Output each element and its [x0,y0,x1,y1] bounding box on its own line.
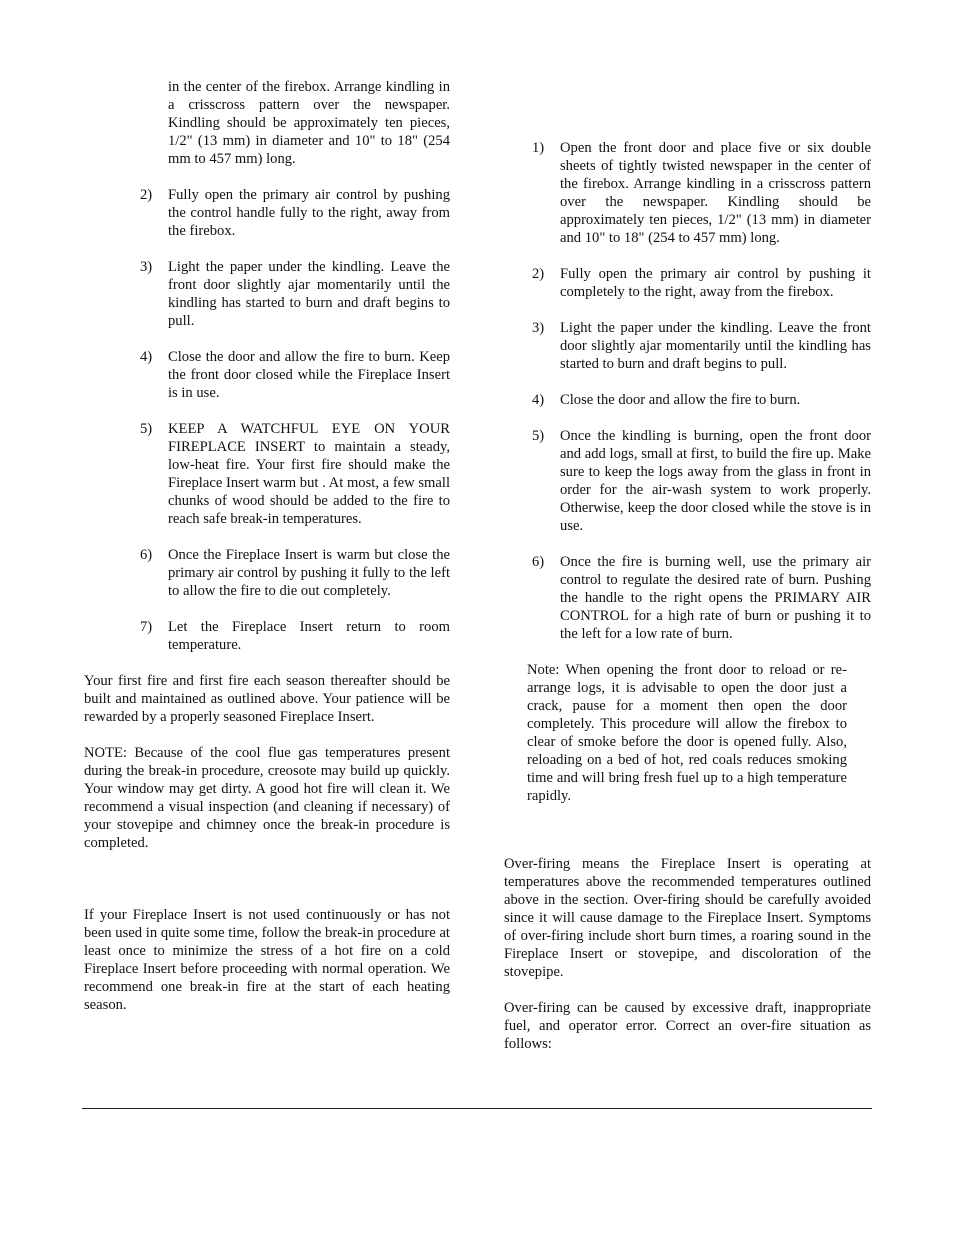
step-number: 5) [140,421,153,437]
step-text: Light the paper under the kindling. Leave the front door slightly ajar momentarily until the kindling has started to burn and draft begins to pull. [168,259,450,329]
over-firing-paragraph: Over-firing means the Fireplace Insert is operating at temperatures above the recommended temperatures outlined above in the section. Over-firing should be carefully avoided since it will cause damage to the Fireplace Insert. Symptoms of over-firing include short burn times, a roaring sound in the Fireplace Insert or stovepipe, and discoloration of the stovepipe. [504,856,871,980]
step-number: 4) [532,392,545,408]
step-text: KEEP A WATCHFUL EYE ON YOUR FIREPLACE INSERT to maintain a steady, low-heat fire. Your first fire should make the Fireplace Insert warm but . At most, a few small chunks of wood should be added to the fire to reach safe break-in temperatures. [168,421,450,527]
step-number: 1) [532,140,545,156]
step-number: 6) [532,554,545,570]
list-item [532,391,871,409]
reload-note: Note: When opening the front door to reload or re-arrange logs, it is advisable to open the door just a crack, pause for a moment then open the door completely. This procedure will allow the firebox to clear of smoke before the door is opened fully. Also, reloading on a bed of hot, red coals reduces smoking time and will bring fresh fuel up to a high temperature rapidly. [527,662,847,804]
normal-operation-steps-list [532,139,871,643]
step-text: Let the Fireplace Insert return to room temperature. [168,619,450,653]
step-text: Close the door and allow the fire to burn. [560,392,801,408]
list-item [532,265,871,301]
list-item [140,618,450,654]
over-firing-causes-paragraph: Over-firing can be caused by excessive draft, inappropriate fuel, and operator error. Correct an over-fire situation as follows: [504,1000,871,1052]
list-item [140,546,450,600]
step-text: Fully open the primary air control by pushing the control handle fully to the right, away from the firebox. [168,187,450,239]
step-number: 2) [140,187,153,203]
list-item [532,319,871,373]
step-number: 3) [532,320,545,336]
step-text: Open the front door and place five or six double sheets of tightly twisted newspaper in the center of the firebox. Arrange kindling in a crisscross pattern over the newspaper. Kindling should be approximately ten pieces, 1/2" (13 mm) in diameter and 10" to 18" (254 to 457 mm) long. [560,140,871,246]
list-item [532,139,871,247]
step-1-continuation: in the center of the firebox. Arrange kindling in a crisscross pattern over the newspaper. Kindling should be approximately ten pieces, 1/2" (13 mm) in diameter and 10" to 18" (254 mm to 457 mm) long. [168,79,450,167]
step-text: Once the Fireplace Insert is warm but close the primary air control by pushing it fully to the left to allow the fire to die out completely. [168,547,450,599]
step-text: Fully open the primary air control by pushing it completely to the right, away from the firebox. [560,266,871,300]
step-text: Light the paper under the kindling. Leave the front door slightly ajar momentarily until the kindling has started to burn and draft begins to pull. [560,320,871,372]
list-item [532,553,871,643]
step-text: Once the fire is burning well, use the primary air control to regulate the desired rate of burn. Pushing the handle to the right opens the PRIMARY AIR CONTROL for a high rate of burn or pushing it to the left for a low rate of burn. [560,554,871,642]
not-used-paragraph: If your Fireplace Insert is not used continuously or has not been used in quite some time, follow the break-in procedure at least once to minimize the stress of a hot fire on a cold Fireplace Insert before proceeding with normal operation. We recommend one break-in fire at the start of each heating season. [84,907,450,1013]
list-item [140,186,450,240]
step-number: 3) [140,259,153,275]
right-column [504,139,871,1071]
break-in-steps-list [140,186,450,654]
step-number: 2) [532,266,545,282]
step-number: 5) [532,428,545,444]
step-text: Once the kindling is burning, open the front door and add logs, small at first, to build the fire up. Make sure to keep the logs away from the glass in front in order for the air-wash system to work properly. Otherwise, keep the door closed while the stove is in use. [560,428,871,534]
step-text: Close the door and allow the fire to burn. Keep the front door closed while the Fireplace Insert is in use. [168,349,450,401]
creosote-note-paragraph: NOTE: Because of the cool flue gas temperatures present during the break-in procedure, creosote may build up quickly. Your window may get dirty. A good hot fire will clean it. We recommend a visual inspection (and cleaning if necessary) of your stovepipe and chimney once the break-in procedure is completed. [84,745,450,851]
step-number: 4) [140,349,153,365]
list-item [532,427,871,535]
step-number: 7) [140,619,153,635]
list-item [140,258,450,330]
left-column [84,78,450,1032]
first-fire-paragraph: Your first fire and first fire each season thereafter should be built and maintained as outlined above. Your patience will be rewarded by a properly seasoned Fireplace Insert. [84,673,450,725]
list-item [140,348,450,402]
footer-divider [82,1108,872,1109]
list-item [140,420,450,528]
step-number: 6) [140,547,153,563]
